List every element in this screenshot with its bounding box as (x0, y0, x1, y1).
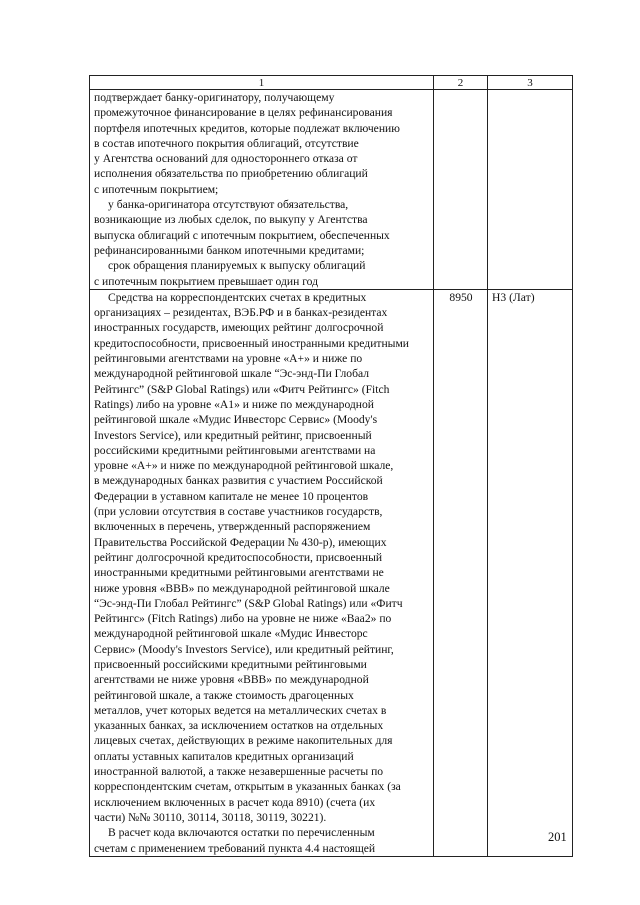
row1-code (434, 90, 488, 290)
text-line: счетам с применением требований пункта 4.4 настоящей (94, 841, 376, 855)
text-line: (при условии отсутствия в составе участников государств, (94, 505, 383, 519)
text-line: Федерации в уставном капитале не менее 10 процентов (94, 489, 369, 503)
text-line: уровне «A+» и ниже по международной рейтинговой шкале, (94, 459, 394, 473)
text-line: международной рейтинговой шкале “Эс-энд-Пи Глобал (94, 367, 370, 381)
text-line: промежуточное финансирование в целях рефинансирования (94, 106, 393, 120)
row2-ref: Н3 (Лат) (488, 289, 573, 856)
table-row (90, 289, 573, 856)
text-line: В расчет кода включаются остатки по перечисленным (108, 826, 375, 840)
row2-code: 8950 (434, 289, 488, 856)
text-line: рейтинговой шкале, а также стоимость драгоценных (94, 688, 354, 702)
text-line: Рейтингс” (S&P Global Ratings) или «Фитч Рейтингс» (Fitch (94, 382, 390, 396)
text-line: иностранных государств, имеющих рейтинг долгосрочной (94, 321, 384, 335)
text-line: оплаты уставных капиталов кредитных организаций (94, 749, 354, 763)
text-line: с ипотечным покрытием; (94, 182, 219, 196)
text-line: присвоенный российскими кредитными рейтинговыми (94, 657, 367, 671)
text-line: иностранными кредитными рейтинговыми агентствами не (94, 566, 384, 580)
text-line: Investors Service), или кредитный рейтинг, присвоенный (94, 428, 372, 442)
text-line: организациях – резидентах, ВЭБ.РФ и в банках-резидентах (94, 306, 388, 320)
text-line: исполнения обязательства по приобретению облигаций (94, 167, 368, 181)
text-line: корреспондентским счетам, открытым в указанных банках (за (94, 780, 401, 794)
text-line: в состав ипотечного покрытия облигаций, отсутствие (94, 136, 359, 150)
header-col-1: 1 (90, 76, 434, 90)
row2-text (94, 290, 430, 856)
text-line: рейтинг долгосрочной кредитоспособности, присвоенный (94, 550, 383, 564)
text-line: иностранной валютой, а также незавершенные расчеты по (94, 765, 384, 779)
text-line: включенных в перечень, утвержденный распоряжением (94, 520, 371, 534)
text-line: кредитоспособности, присвоенный иностранными кредитными (94, 336, 409, 350)
text-line: “Эс-энд-Пи Глобал Рейтингс” (S&P Global Ratings) или «Фитч (94, 596, 403, 610)
page-number: 201 (548, 830, 567, 844)
text-line: портфеля ипотечных кредитов, которые подлежат включению (94, 121, 400, 135)
regulation-table (89, 75, 573, 857)
text-line: лицевых счетах, действующих в режиме накопительных для (94, 734, 393, 748)
text-line: российскими кредитными рейтинговыми агентствами на (94, 443, 376, 457)
row1-text (94, 90, 430, 289)
table-row (90, 90, 573, 290)
text-line: исключением включенных в расчет кода 8910) (счета (их (94, 795, 376, 809)
text-line: агентствами не ниже уровня «BBB» по международной (94, 673, 369, 687)
text-line: в международных банках развития с участием Российской (94, 474, 383, 488)
row1-ref (488, 90, 573, 290)
text-line: Ratings) либо на уровне «A1» и ниже по международной (94, 397, 375, 411)
header-col-3: 3 (488, 76, 573, 90)
text-line: подтверждает банку-оригинатору, получающему (94, 91, 335, 104)
text-line: указанных банках, за исключением остатков на отдельных (94, 719, 384, 733)
row2-description (90, 289, 434, 856)
text-line: металлов, учет которых ведется на металлических счетах в (94, 703, 387, 717)
text-line: рейтинговой шкале «Мудис Инвесторс Сервис» (Moody's (94, 413, 378, 427)
text-line: Средства на корреспондентских счетах в кредитных (108, 290, 367, 304)
text-line: рейтинговыми агентствами на уровне «A+» и ниже по (94, 352, 363, 366)
text-line: у Агентства оснований для одностороннего отказа от (94, 152, 358, 166)
text-line: международной рейтинговой шкале «Мудис Инвесторс (94, 627, 368, 641)
text-line: выпуска облигаций с ипотечным покрытием, обеспеченных (94, 228, 390, 242)
text-line: возникающие из любых сделок, по выкупу у Агентства (94, 213, 368, 227)
text-line: Сервис» (Moody's Investors Service), или кредитный рейтинг, (94, 642, 394, 656)
header-row (90, 76, 573, 90)
text-line: срок обращения планируемых к выпуску облигаций (108, 259, 366, 273)
text-line: у банка-оригинатора отсутствуют обязательства, (108, 198, 349, 212)
text-line: части) №№ 30110, 30114, 30118, 30119, 30221). (94, 810, 327, 824)
header-col-2: 2 (434, 76, 488, 90)
text-line: с ипотечным покрытием превышает один год (94, 274, 319, 288)
row1-description (90, 90, 434, 290)
text-line: Правительства Российской Федерации № 430-р), имеющих (94, 535, 387, 549)
text-line: рефинансированными банком ипотечными кредитами; (94, 243, 365, 257)
text-line: ниже уровня «BBB» по международной рейтинговой шкале (94, 581, 390, 595)
text-line: Рейтингс» (Fitch Ratings) либо на уровне не ниже «Baa2» по (94, 612, 392, 626)
